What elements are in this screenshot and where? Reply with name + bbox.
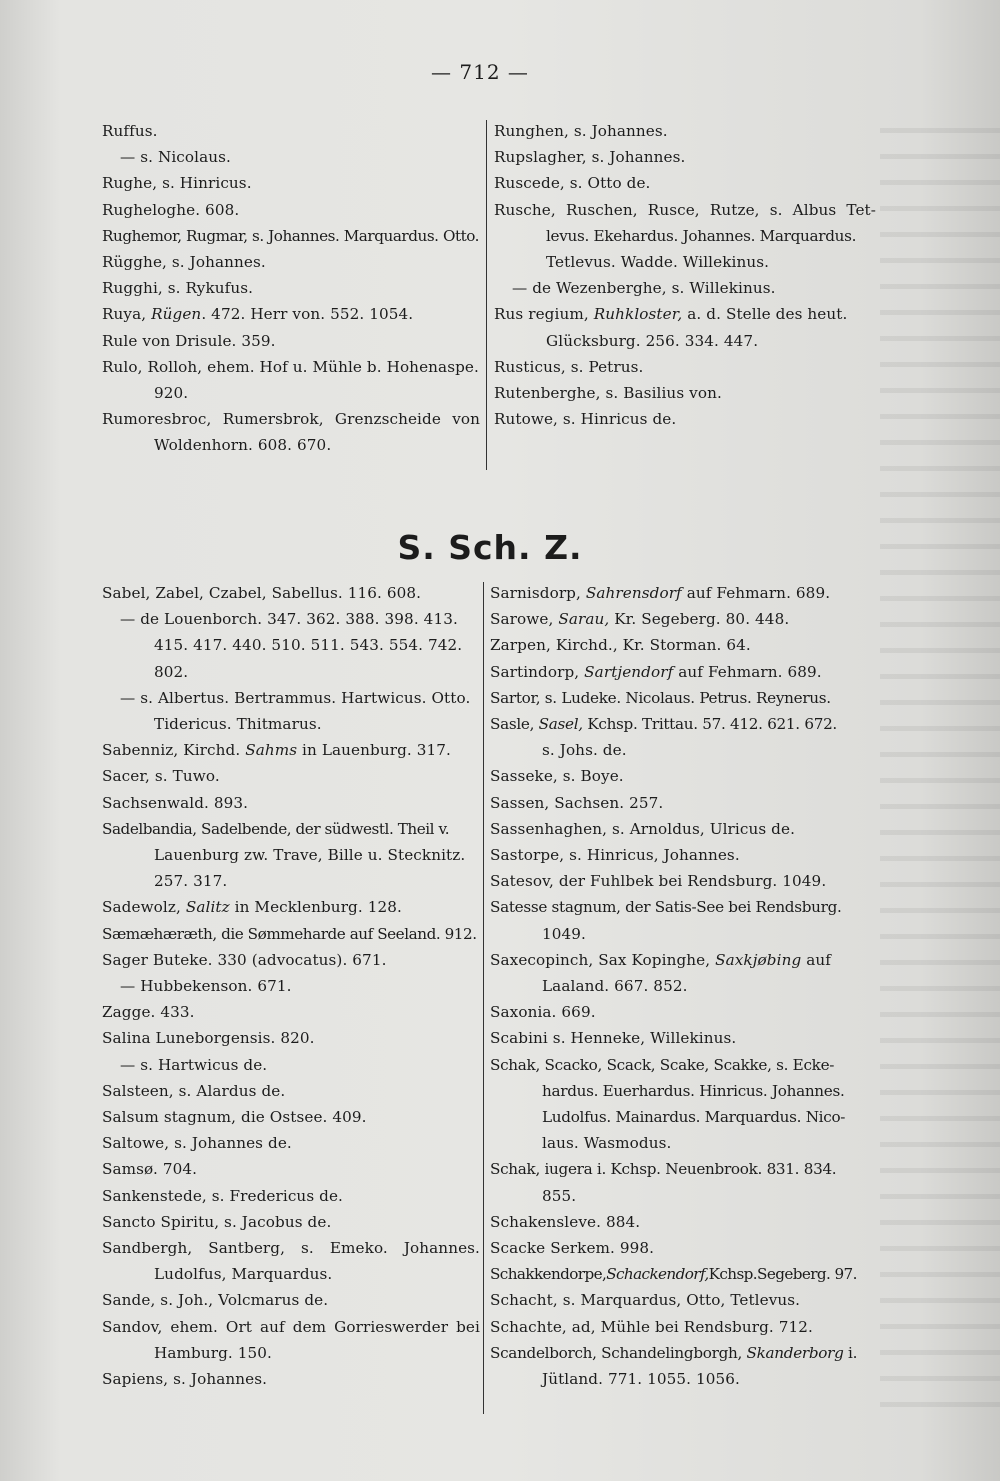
word: von [452,410,480,429]
top-left-column [102,118,480,459]
entry-italic: Saxkjøbing [715,950,802,969]
bleed-through-text [880,110,1000,1410]
index-entry: Sasseke, s. Boye. [490,767,624,786]
index-entry: Sassen, Sachsen. 257. [490,793,664,812]
entry-text: Schakkendorpe, [490,1265,607,1284]
index-continuation: Glücksburg. 256. 334. 447. [546,331,759,350]
index-entry: Ruffus. [102,122,158,140]
index-entry: Sassenhaghen, s. Arnoldus, Ulricus de. [490,819,796,838]
index-entry: Salsum stagnum, die Ostsee. 409. [102,1108,367,1127]
entry-text: auf [801,950,831,969]
index-entry [490,711,872,737]
word: Grenzscheide [334,410,441,429]
index-entry: Satesov, der Fuhlbek bei Rendsburg. 1049. [490,872,827,891]
word: Rumersbrok, [222,410,324,429]
word: Ruschen, [565,200,638,219]
column-divider-bottom [483,582,484,1414]
index-entry: Schak, iugera i. Kchsp. Neuenbrook. 831. 834. [490,1160,837,1179]
entry-text: a. d. Stelle des heut. [682,305,848,324]
index-entry: Sande, s. Joh., Volcmarus de. [102,1291,329,1310]
index-entry: Schak, Scacko, Scack, Scake, Scakke, s. Ecke- [490,1055,835,1074]
index-entry: Sancto Spiritu, s. Jacobus de. [102,1212,332,1231]
entry-text: Ruya, [102,305,152,324]
index-continuation: Hamburg. 150. [154,1343,272,1362]
entry-italic: Ruhkloster, [593,305,683,324]
index-entry [490,1261,872,1287]
entry-text: . 472. Herr von. 552. 1054. [201,305,414,324]
word: ehem. [170,1317,218,1336]
bottom-right-column [490,580,872,1392]
entry-text: Kchsp. Trittau. 57. 412. 621. 672. [582,715,837,734]
entry-text: in Mecklenburg. 128. [229,898,402,917]
word: dem [292,1317,327,1336]
word: Ort [225,1317,253,1336]
index-continuation: Lauenburg zw. Trave, Bille u. Stecknitz. [154,846,466,865]
index-entry [102,1314,480,1340]
index-entry: Sartor, s. Ludeke. Nicolaus. Petrus. Reynerus. [490,688,831,707]
index-subentry: — de Wezenberghe, s. Willekinus. [512,279,776,298]
column-divider-top [486,120,487,470]
word: Tet- [846,200,876,219]
entry-italic: Sasel, [538,715,583,734]
index-entry: Schachte, ad, Mühle bei Rendsburg. 712. [490,1317,813,1336]
index-continuation: Tidericus. Thitmarus. [154,715,322,734]
index-entry: Sankenstede, s. Fredericus de. [102,1186,343,1205]
entry-italic: Sahms [245,741,298,760]
index-continuation: Laaland. 667. 852. [542,977,688,996]
word: Rumoresbroc, [102,410,212,429]
index-entry: Rugghi, s. Rykufus. [102,279,254,298]
index-entry: Schakensleve. 884. [490,1212,641,1231]
entry-italic: Schackendorf, [606,1265,709,1284]
index-entry [102,301,480,327]
index-subentry: — s. Nicolaus. [120,148,231,167]
index-entry: Rugheloghe. 608. [102,200,240,219]
entry-text: Kr. Segeberg. 80. 448. [609,610,790,629]
index-entry: Zagge. 433. [102,1003,195,1022]
index-continuation: 802. [154,662,189,681]
index-entry: Salsteen, s. Alardus de. [102,1081,286,1100]
index-entry: Sastorpe, s. Hinricus, Johannes. [490,846,740,865]
index-entry: Rule von Drisule. 359. [102,331,276,350]
index-entry: Scacke Serkem. 998. [490,1239,655,1258]
entry-text: i. [843,1343,858,1362]
entry-text: auf Fehmarn. 689. [673,662,822,681]
index-continuation: 415. 417. 440. 510. 511. 543. 554. 742. [154,636,463,655]
index-continuation: Jütland. 771. 1055. 1056. [542,1370,740,1389]
word: bei [456,1317,480,1336]
index-entry: Samsø. 704. [102,1160,198,1179]
word: Sandbergh, [102,1239,193,1258]
entry-text: Sartindorp, [490,662,585,681]
index-entry [102,1235,480,1261]
word: s. [301,1239,314,1258]
word: Johannes. [403,1239,480,1258]
index-entry [102,737,480,763]
index-subentry: — s. Albertus. Bertrammus. Hartwicus. Otto. [120,688,471,707]
index-entry: Sapiens, s. Johannes. [102,1370,268,1389]
word: auf [260,1317,285,1336]
entry-text: Sarowe, [490,610,559,629]
word: Gorrieswerder [334,1317,449,1336]
index-entry: Rügghe, s. Johannes. [102,253,266,272]
index-continuation: s. Johs. de. [542,741,627,760]
index-entry: Satesse stagnum, der Satis-See bei Rendsburg. [490,898,842,917]
index-subentry: — de Louenborch. 347. 362. 388. 398. 413. [120,610,458,629]
index-entry [102,894,480,920]
entry-text: Kchsp.Segeberg. 97. [708,1265,857,1284]
word: Emeko. [329,1239,388,1258]
entry-text: Sadewolz, [102,898,186,917]
entry-text: auf Fehmarn. 689. [681,584,831,602]
index-entry: Scabini s. Henneke, Willekinus. [490,1029,737,1048]
index-continuation: hardus. Euerhardus. Hinricus. Johannes. [542,1081,845,1100]
index-entry [490,1340,872,1366]
entry-text: in Lauenburg. 317. [297,741,451,760]
section-heading: S. Sch. Z. [397,528,583,567]
index-subentry: — s. Hartwicus de. [120,1055,268,1074]
index-entry: Schacht, s. Marquardus, Otto, Tetlevus. [490,1291,801,1310]
index-continuation: 257. 317. [154,872,228,891]
top-right-column [494,118,876,432]
index-entry: Sadelbandia, Sadelbende, der südwestl. Theil v. [102,819,450,838]
index-entry: Rughe, s. Hinricus. [102,174,252,193]
index-entry: Sæmæhæræth, die Sømmeharde auf Seeland. 912. [102,924,477,943]
index-entry [102,406,480,432]
index-entry: Rulo, Rolloh, ehem. Hof u. Mühle b. Hohenaspe. [102,357,479,376]
index-entry: Saltowe, s. Johannes de. [102,1134,292,1153]
entry-text: Sabenniz, Kirchd. [102,741,246,760]
index-entry: Sabel, Zabel, Czabel, Sabellus. 116. 608. [102,584,422,602]
index-entry: Rutowe, s. Hinricus de. [494,410,677,429]
entry-italic: Skanderborg [746,1343,844,1362]
entry-italic: Sahrensdorf [585,584,682,602]
index-continuation: 855. [542,1186,577,1205]
entry-text: Rus regium, [494,305,594,324]
index-entry: Runghen, s. Johannes. [494,122,668,140]
index-continuation: Tetlevus. Wadde. Willekinus. [546,253,770,272]
index-entry: Rutenberghe, s. Basilius von. [494,384,722,403]
index-entry [494,197,876,223]
index-entry: Rughemor, Rugmar, s. Johannes. Marquardus. Otto. [102,226,480,245]
word: s. [769,200,783,219]
index-entry: Rusticus, s. Petrus. [494,357,644,376]
index-continuation: 920. [154,384,189,403]
index-entry: Sager Buteke. 330 (advocatus). 671. [102,950,387,969]
word: Rusche, [494,200,556,219]
index-entry [494,301,876,327]
index-entry: Ruscede, s. Otto de. [494,174,651,193]
index-continuation: laus. Wasmodus. [542,1134,672,1153]
entry-text: Sasle, [490,715,539,734]
index-subentry: — Hubbekenson. 671. [120,977,292,996]
index-entry [490,580,872,606]
word: Albus [792,200,837,219]
entry-italic: Sarau, [558,610,610,629]
entry-text: Saxecopinch, Sax Kopinghe, [490,950,716,969]
index-continuation: levus. Ekehardus. Johannes. Marquardus. [546,226,857,245]
word: Santberg, [208,1239,286,1258]
word: Rutze, [709,200,760,219]
entry-italic: Rügen [151,305,202,324]
index-entry [490,606,872,632]
index-entry: Salina Luneborgensis. 820. [102,1029,315,1048]
index-entry: Sacer, s. Tuwo. [102,767,220,786]
entry-italic: Salitz [185,898,230,917]
word: Rusce, [647,200,700,219]
index-entry: Sachsenwald. 893. [102,793,249,812]
index-continuation: Ludolfus, Marquardus. [154,1265,333,1284]
index-continuation: 1049. [542,924,586,943]
index-entry [490,659,872,685]
index-entry: Saxonia. 669. [490,1003,596,1022]
index-entry [490,947,872,973]
index-entry: Zarpen, Kirchd., Kr. Storman. 64. [490,636,751,655]
index-continuation: Woldenhorn. 608. 670. [154,436,332,455]
index-entry: Rupslagher, s. Johannes. [494,148,686,167]
entry-italic: Sartjendorf [584,662,674,681]
word: Sandov, [102,1317,163,1336]
index-continuation: Ludolfus. Mainardus. Marquardus. Nico- [542,1108,846,1127]
bottom-left-column [102,580,480,1392]
page-number: — 712 — [431,60,529,84]
entry-text: Sarnisdorp, [490,584,586,602]
entry-text: Scandelborch, Schandelingborgh, [490,1343,747,1362]
